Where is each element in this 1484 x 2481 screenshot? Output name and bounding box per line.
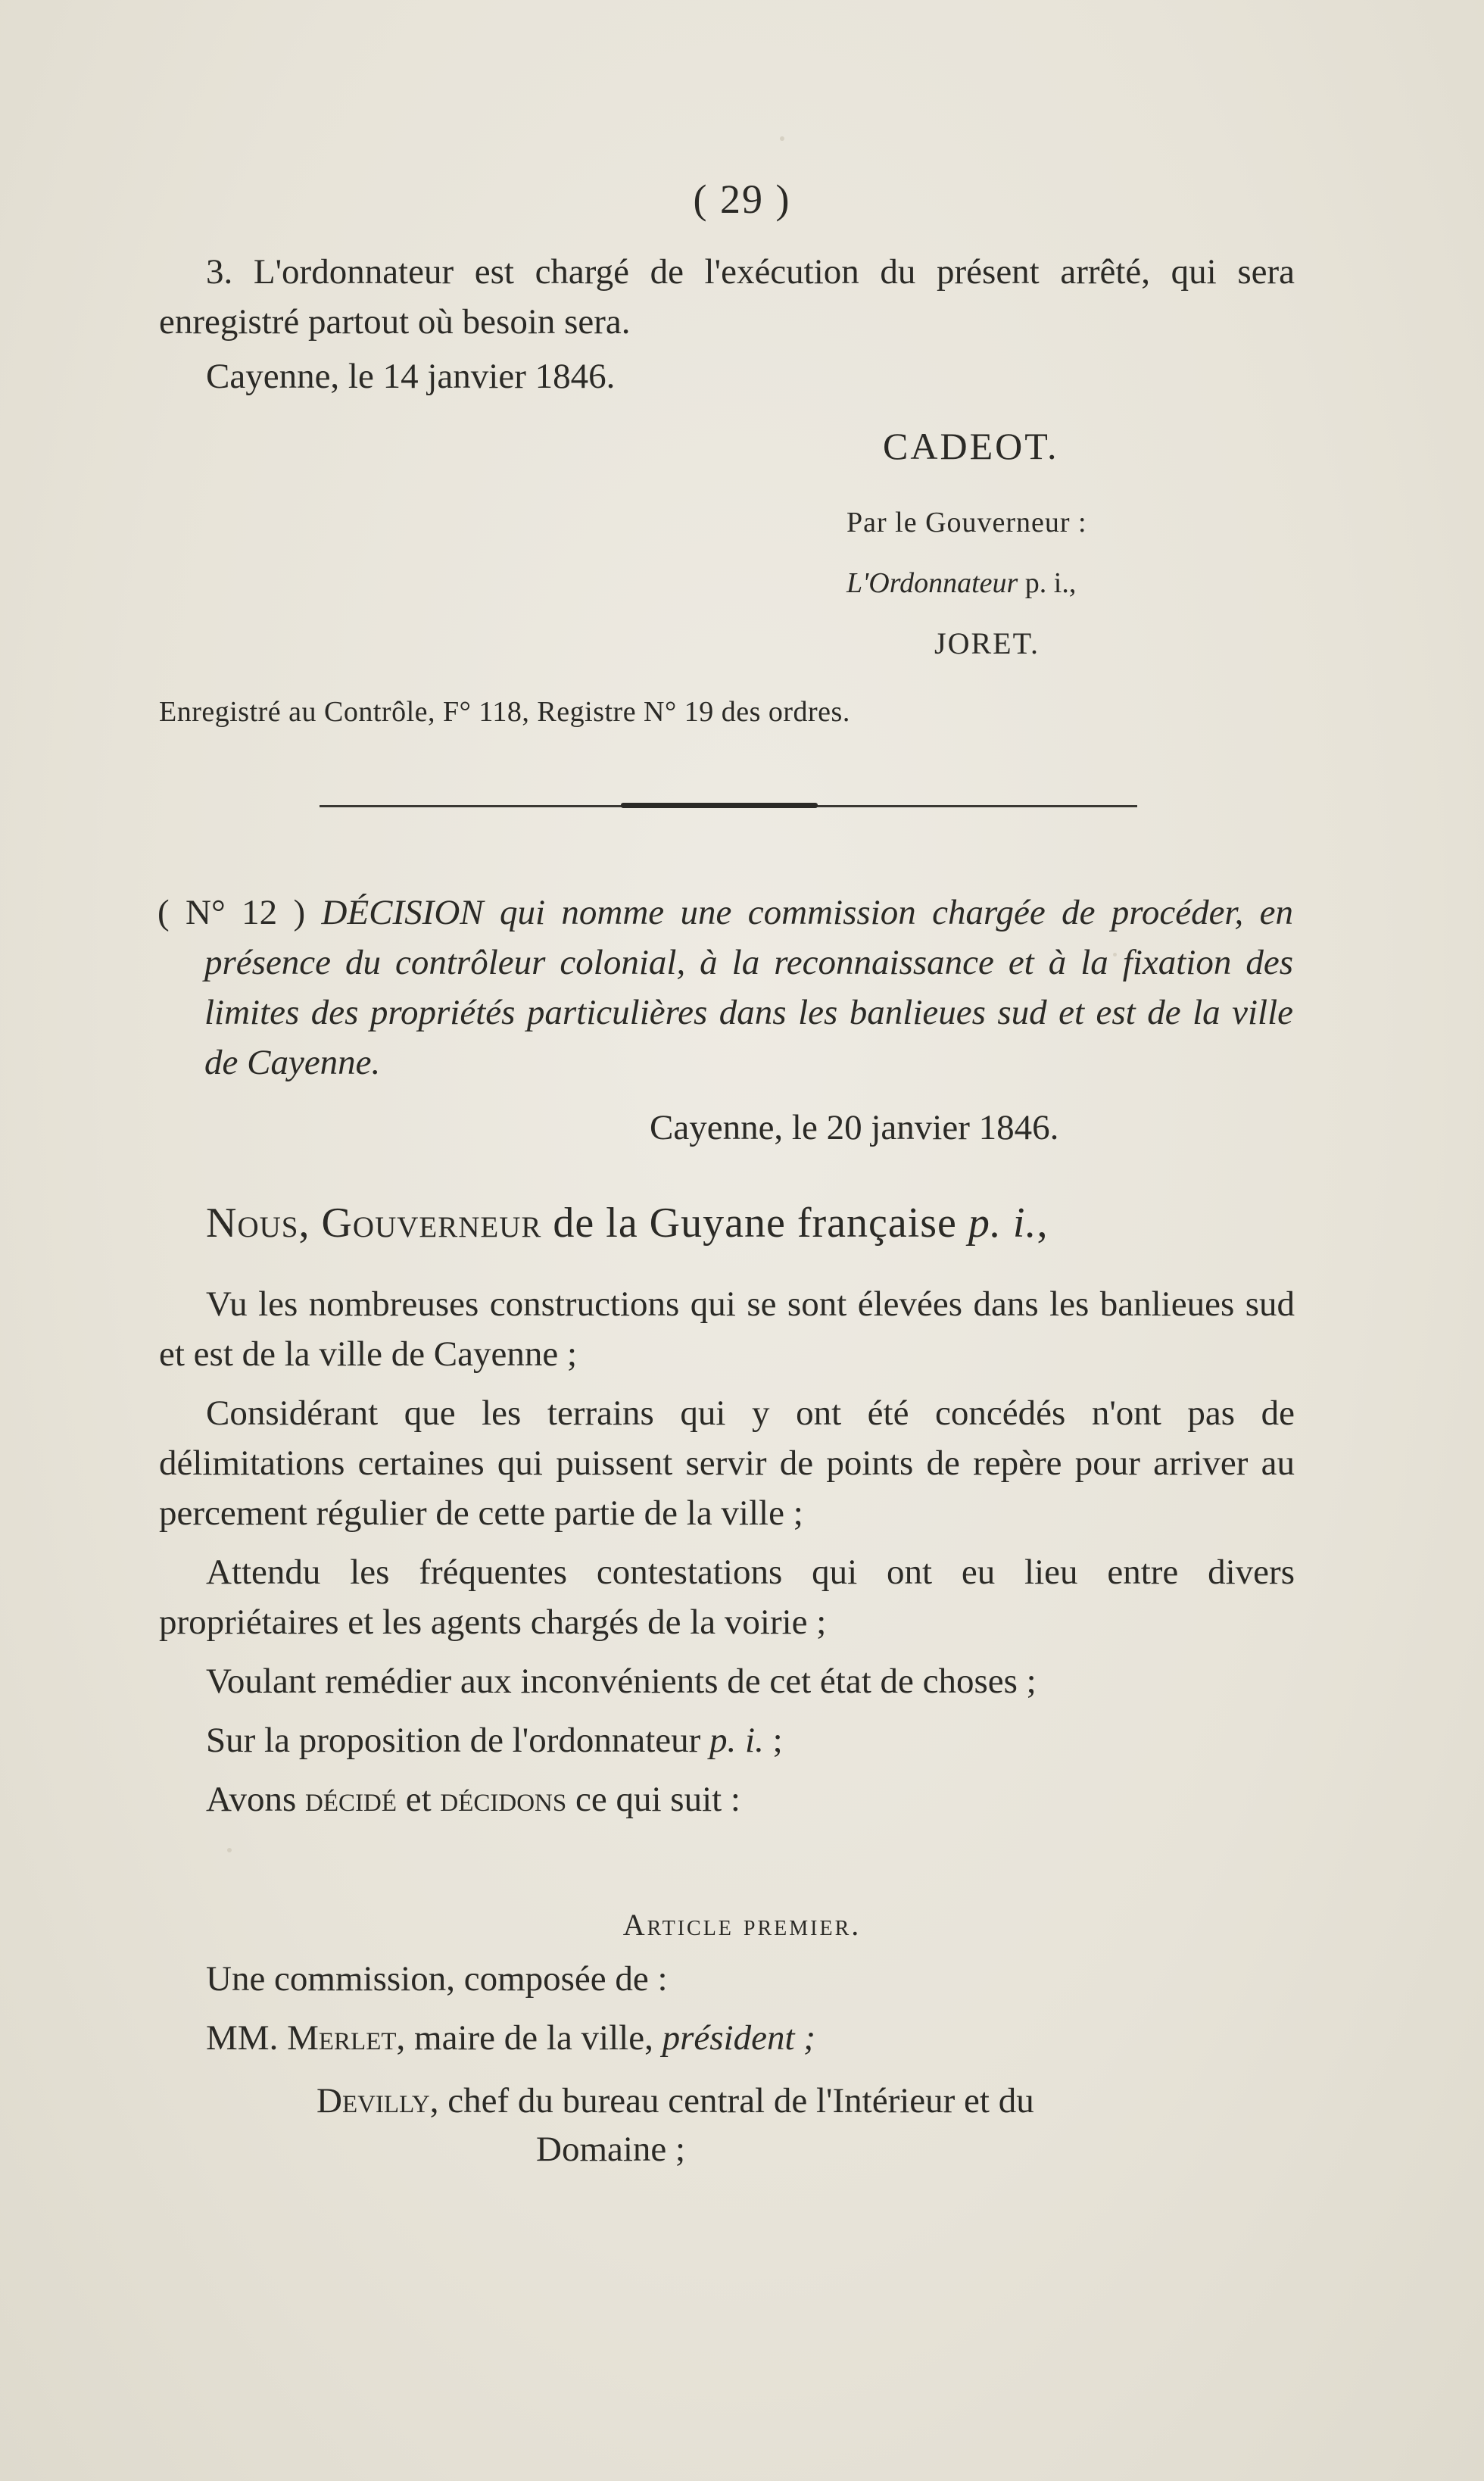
preamble-gouverneur: Gouverneur	[321, 1200, 542, 1247]
page-number: ( 29 )	[693, 176, 791, 222]
decision-number: ( N° 12 )	[157, 893, 322, 932]
avons-et: et	[396, 1780, 441, 1819]
consideration-considerant: Considérant que les terrains qui y ont été concédés n'ont pas de délimitations certaines qui puissent servir de points de repère pour arriver au percement régulier de cette partie de la ville ;	[159, 1393, 1295, 1533]
member-name: Merlet	[287, 2018, 397, 2058]
member-role: , maire de la ville,	[396, 2018, 662, 2058]
proposition-pi: p. i.	[709, 1721, 764, 1760]
signature-name-2: JORET.	[934, 626, 1040, 660]
decision-heading	[157, 888, 1293, 1088]
proposition-end: ;	[763, 1721, 783, 1760]
member-role-continued: Domaine ;	[536, 2130, 686, 2169]
avons-decidons-word: décidons	[440, 1780, 567, 1819]
registration-note: Enregistré au Contrôle, F° 118, Registre N° 19 des ordres.	[159, 696, 850, 728]
paper-speck	[780, 136, 784, 141]
member-name: Devilly	[316, 2081, 430, 2121]
avons-rest: ce qui suit :	[566, 1780, 740, 1819]
proposition	[159, 1715, 1295, 1765]
signature-title-suffix: p. i.,	[1018, 567, 1077, 599]
member-merlet	[206, 2018, 815, 2058]
preamble: Nous, Gouverneur de la Guyane française p. i.,	[206, 1200, 1049, 1247]
decision-date: Cayenne, le 20 janvier 1846.	[650, 1108, 1059, 1147]
preamble-end: ,	[1037, 1200, 1049, 1247]
member-role: , chef du bureau central de l'Intérieur et du	[429, 2081, 1034, 2121]
consideration-voulant: Voulant remédier aux inconvénients de cet état de choses ;	[206, 1662, 1037, 1701]
preamble-nous: Nous	[206, 1200, 299, 1247]
preamble-pi: p. i.	[968, 1200, 1037, 1247]
proposition-text: Sur la proposition de l'ordonnateur	[206, 1721, 710, 1760]
signature-name: CADEOT.	[883, 425, 1059, 467]
avons-decide-word: décidé	[305, 1780, 397, 1819]
considerations	[159, 1279, 1295, 1824]
consideration-vu: Vu les nombreuses constructions qui se sont élevées dans les banlieues sud et est de la ville de Cayenne ;	[159, 1284, 1295, 1374]
member-prefix: MM.	[206, 2018, 288, 2058]
paper-speck	[227, 1848, 232, 1852]
member-role-italic: président ;	[662, 2018, 815, 2058]
decision-title: DÉCISION qui nomme une commission chargée de procéder, en présence du contrôleur colonial, à la reconnaissance et à la fixation des limites des propriétés particulières dans les banlieues sud et est de la ville de Cayenne.	[204, 893, 1293, 1082]
article-title: Article premier.	[622, 1908, 862, 1942]
member-devilly	[316, 2077, 1301, 2174]
signature-title-italic: L'Ordonnateur	[846, 567, 1018, 599]
place-date: Cayenne, le 14 janvier 1846.	[206, 357, 616, 396]
signature-by: Par le Gouverneur :	[846, 507, 1087, 538]
consideration-attendu: Attendu les fréquentes contestations qui ont eu lieu entre divers propriétaires et les agents chargés de la voirie ;	[159, 1553, 1295, 1642]
section-divider-ornament	[621, 803, 818, 808]
avons-word: Avons	[206, 1780, 297, 1819]
avons-decide	[159, 1774, 1295, 1824]
preamble-rest: de la Guyane française	[541, 1200, 968, 1247]
commission-intro: Une commission, composée de :	[206, 1959, 668, 1999]
signature-title	[846, 566, 1076, 600]
paragraph-execution: 3. L'ordonnateur est chargé de l'exécution du présent arrêté, qui sera enregistré partout où besoin sera.	[159, 252, 1295, 342]
